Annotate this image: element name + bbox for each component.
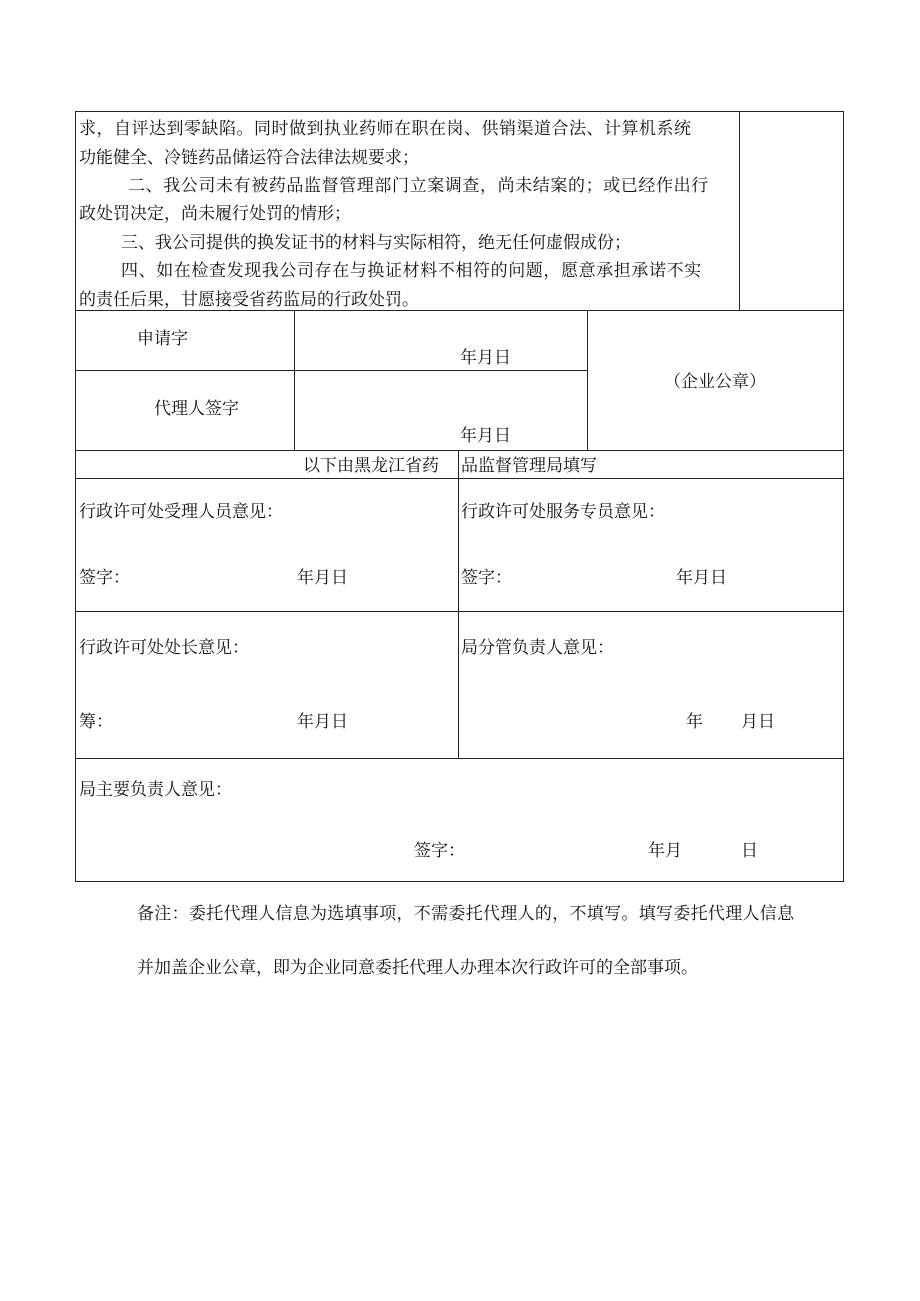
commitment-line-7: 的责任后果，甘愿接受省药监局的行政处罚。 <box>79 290 419 310</box>
applicant-label: 申请字 <box>137 329 188 349</box>
commitment-line-3: 二、我公司未有被药品监督管理部门立案调查，尚未结案的；或已经作出行 <box>128 176 709 196</box>
commitment-line-6: 四、如在检查发现我公司存在与换证材料不相符的问题，愿意承担承诺不实 <box>121 261 702 281</box>
commitment-right-divider <box>739 111 740 310</box>
chief-opinion-label: 局主要负责人意见： <box>79 780 232 800</box>
applicant-date: 年月日 <box>460 348 511 368</box>
divider-opinion-row-1 <box>75 611 844 612</box>
signature-col-divider-1 <box>294 310 295 450</box>
commitment-line-1: 求，自评达到零缺陷。同时做到执业药师在职在岗、供销渠道合法、计算机系统 <box>79 119 692 139</box>
acceptor-date: 年月日 <box>297 568 348 588</box>
chief-sign-label: 签字： <box>414 841 465 861</box>
acceptor-opinion-label: 行政许可处受理人员意见： <box>79 502 283 522</box>
divider-header <box>75 478 844 479</box>
signature-row-divider <box>75 370 588 371</box>
commitment-line-2: 功能健全、冷链药品储运符合法律法规要求； <box>79 148 419 168</box>
specialist-opinion-label: 行政许可处服务专员意见： <box>461 502 665 522</box>
divider-commitment <box>75 310 844 311</box>
specialist-date: 年月日 <box>676 568 727 588</box>
opinion-col-divider <box>458 478 459 758</box>
commitment-line-5: 三、我公司提供的换发证书的材料与实际相符，绝无任何虚假成份； <box>121 233 631 253</box>
divider-opinion-row-2 <box>75 758 844 759</box>
deputy-year: 年 <box>686 712 703 732</box>
director-opinion-label: 行政许可处处长意见： <box>79 638 249 658</box>
chief-month: 年月 <box>648 841 682 861</box>
agent-date: 年月日 <box>460 426 511 446</box>
specialist-sign-label: 签字： <box>461 568 512 588</box>
director-date: 年月日 <box>297 712 348 732</box>
signature-col-divider-2 <box>587 310 588 450</box>
commitment-line-4: 政处罚决定，尚未履行处罚的情形； <box>79 204 351 224</box>
deputy-monthday: 月日 <box>741 712 775 732</box>
company-seal: （企业公章） <box>664 372 766 392</box>
director-sign-label: 筹： <box>79 712 113 732</box>
deputy-opinion-label: 局分管负责人意见： <box>461 638 614 658</box>
form-table <box>75 111 844 882</box>
bureau-header-left: 以下由黑龙江省药 <box>303 456 439 476</box>
acceptor-sign-label: 签字： <box>79 568 130 588</box>
bureau-header-divider <box>458 450 459 478</box>
chief-day: 日 <box>741 841 758 861</box>
divider-signature <box>75 450 844 451</box>
note-line-2: 并加盖企业公章，即为企业同意委托代理人办理本次行政许可的全部事项。 <box>137 958 698 978</box>
note-line-1: 备注：委托代理人信息为选填事项，不需委托代理人的，不填写。填写委托代理人信息 <box>137 904 795 924</box>
bureau-header-right: 品监督管理局填写 <box>461 456 597 476</box>
agent-label: 代理人签字 <box>154 399 239 419</box>
